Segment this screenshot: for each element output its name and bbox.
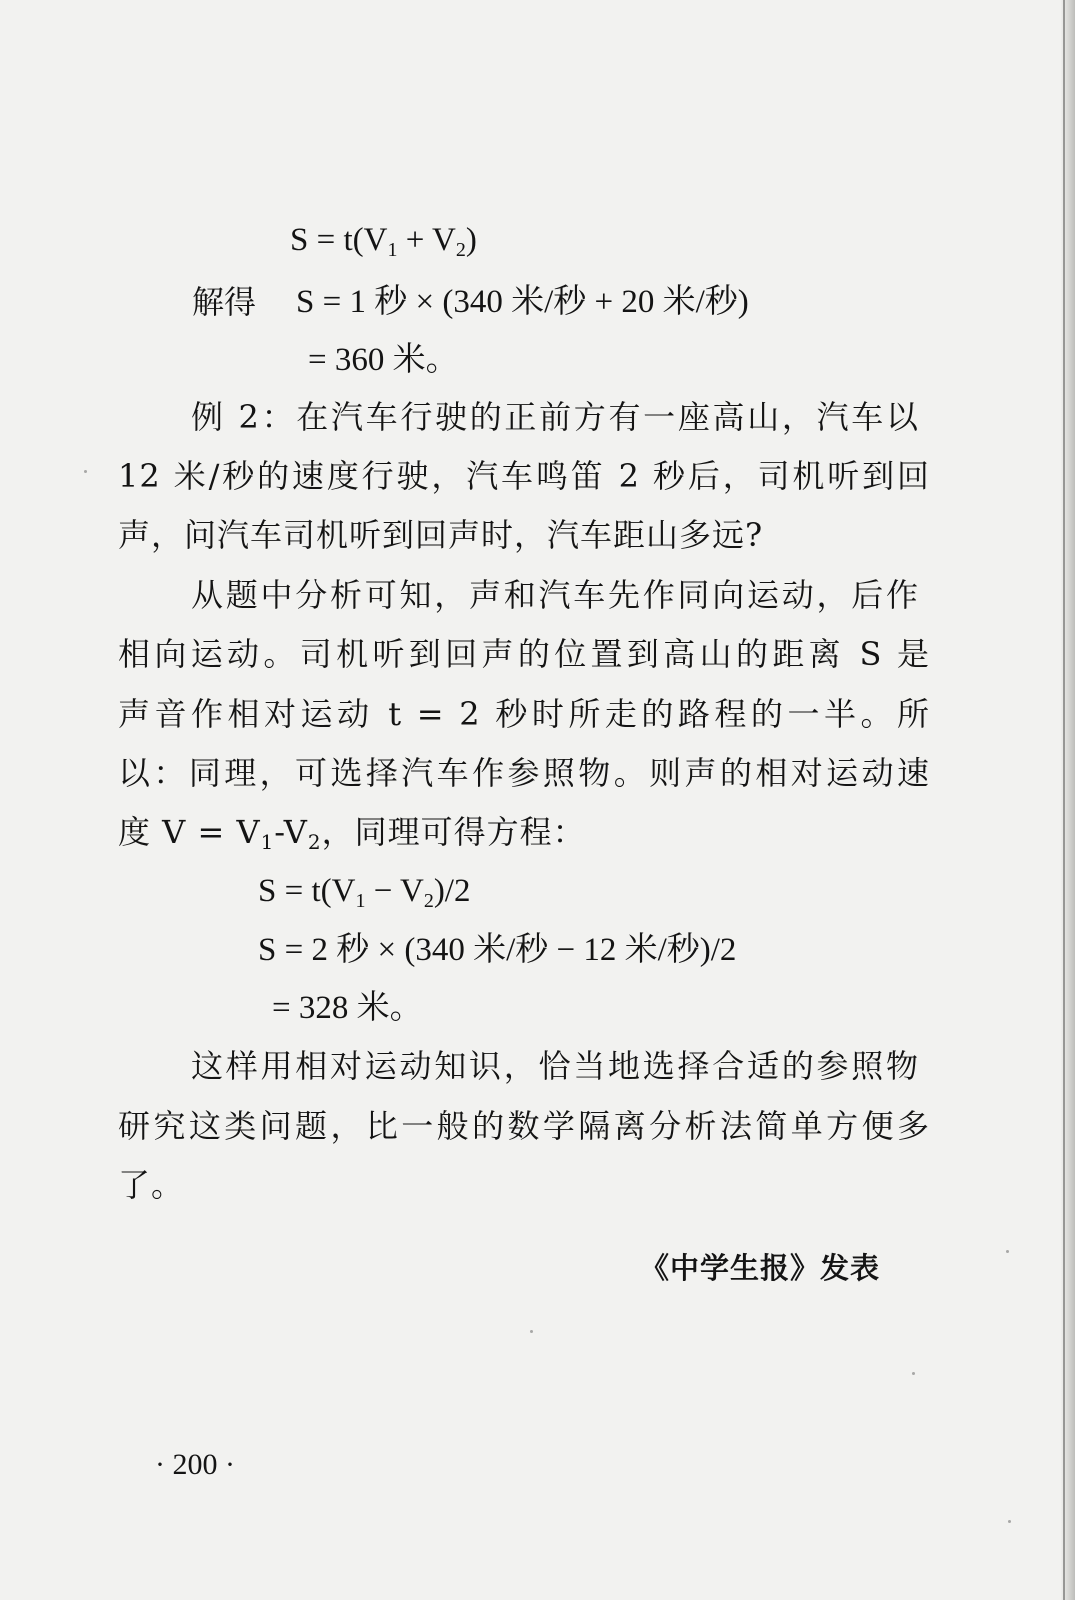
example-2-line-3: 声，问汽车司机听到回声时，汽车距山多远? <box>118 516 764 554</box>
page-edge <box>1061 0 1075 1600</box>
formula-relative-speed-difference: $S = t(V_1 - V_2)/2$ <box>258 873 471 912</box>
solution-2-expression: S = 2 秒 × (340 米/秒 − 12 米/秒)/2 <box>258 932 737 968</box>
scan-speck <box>912 1372 915 1375</box>
solution-2-result: = 328 米。 <box>272 990 423 1026</box>
analysis-line-4: 以：同理，可选择汽车作参照物。则声的相对运动速 <box>118 754 930 792</box>
analysis-line-5: 度 $V = V_1-V_2$，同理可得方程： <box>118 813 586 854</box>
solution-1-expression: S = 1 秒 × (340 米/秒 + 20 米/秒) <box>296 284 749 320</box>
analysis-line-1: 从题中分析可知，声和汽车先作同向运动，后作 <box>191 576 919 614</box>
solution-1-label: 解得 <box>192 283 257 321</box>
scan-speck <box>1008 1520 1011 1523</box>
page-number: · 200 · <box>155 1448 235 1481</box>
conclusion-line-2: 研究这类问题，比一般的数学隔离分析法简单方便多 <box>118 1107 930 1145</box>
source-attribution: 《中学生报》发表 <box>640 1251 881 1285</box>
conclusion-line-3: 了。 <box>118 1166 185 1204</box>
solution-1-result: = 360 米。 <box>308 342 459 378</box>
conclusion-line-1: 这样用相对运动知识，恰当地选择合适的参照物 <box>191 1047 919 1085</box>
scan-speck <box>84 470 87 473</box>
scan-speck <box>530 1330 533 1333</box>
formula-relative-speed-sum: $S = t(V_1 + V_2)$ <box>290 222 477 261</box>
analysis-line-3: 声音作相对运动 t = 2 秒时所走的路程的一半。所 <box>118 695 930 733</box>
example-2-line-2: 12 米/秒的速度行驶，汽车鸣笛 2 秒后，司机听到回 <box>118 457 930 495</box>
scan-speck <box>1006 1250 1009 1253</box>
example-2-line-1: 例 2：在汽车行驶的正前方有一座高山，汽车以 <box>191 398 919 436</box>
analysis-line-2: 相向运动。司机听到回声的位置到高山的距离 S 是 <box>118 635 930 673</box>
